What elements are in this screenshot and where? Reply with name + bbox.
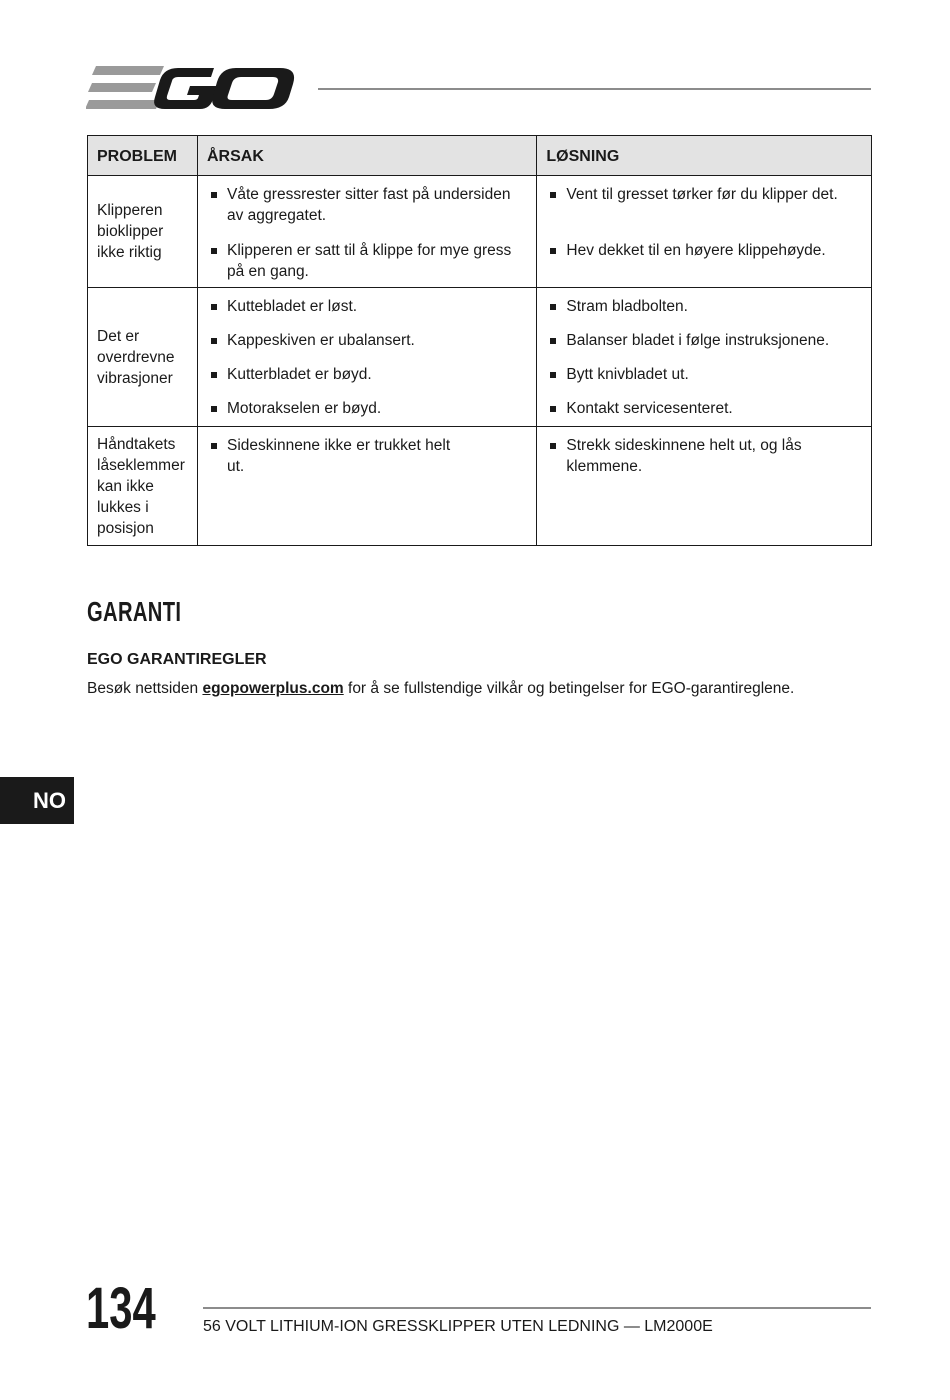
problem-cell bbox=[88, 427, 198, 546]
warranty-subtitle: EGO GARANTIREGLER bbox=[87, 651, 267, 668]
problem-text: Klipperen bioklipper ikke riktig bbox=[97, 202, 164, 261]
warranty-text-before: Besøk nettsiden bbox=[87, 680, 203, 697]
ego-logo bbox=[86, 64, 298, 112]
section-title: GARANTI bbox=[87, 596, 182, 627]
list-item: Bytt knivbladet ut. bbox=[549, 364, 859, 385]
table-row bbox=[88, 288, 872, 427]
table-row bbox=[88, 176, 872, 288]
table-header-row bbox=[88, 136, 872, 176]
page-number: 134 bbox=[86, 1276, 156, 1341]
footer-title: 56 VOLT LITHIUM-ION GRESSKLIPPER UTEN LEDNING — LM2000E bbox=[203, 1318, 713, 1335]
list-item: Strekk sideskinnene helt ut, og lås klemmene. bbox=[549, 435, 814, 477]
list-item: Våte gressrester sitter fast på undersiden av aggregatet. bbox=[210, 184, 524, 226]
warranty-text-after: for å se fullstendige vilkår og betingelser for EGO-garantireglene. bbox=[343, 680, 795, 697]
problem-text: Det er overdrevne vibrasjoner bbox=[97, 327, 175, 387]
list-item: Balanser bladet i følge instruksjonene. bbox=[549, 330, 859, 351]
header-solution: LØSNING bbox=[537, 136, 872, 176]
warranty-text bbox=[87, 680, 794, 698]
cause-cell bbox=[197, 176, 536, 288]
problem-cell bbox=[88, 176, 198, 288]
header-problem: PROBLEM bbox=[88, 136, 198, 176]
header-rule bbox=[318, 88, 871, 90]
website-link[interactable]: egopowerplus.com bbox=[202, 680, 344, 697]
list-item: Kuttebladet er løst. bbox=[210, 296, 524, 317]
solution-cell bbox=[537, 427, 872, 546]
table-row bbox=[88, 427, 872, 546]
list-item: Stram bladbolten. bbox=[549, 296, 859, 317]
header-cause: ÅRSAK bbox=[197, 136, 536, 176]
problem-cell bbox=[88, 288, 198, 427]
problem-text: Håndtakets låseklemmer kan ikke lukkes i posisjon bbox=[97, 436, 185, 537]
list-item: Motorakselen er bøyd. bbox=[210, 398, 524, 419]
language-tab: NO bbox=[0, 777, 74, 824]
solution-cell bbox=[537, 288, 872, 427]
list-item: Hev dekket til en høyere klippehøyde. bbox=[549, 240, 859, 261]
list-item: Klipperen er satt til å klippe for mye gress på en gang. bbox=[210, 240, 524, 282]
cause-cell bbox=[197, 427, 536, 546]
list-item: Sideskinnene ikke er trukket helt ut. bbox=[210, 435, 465, 477]
list-item: Kappeskiven er ubalansert. bbox=[210, 330, 524, 351]
troubleshooting-table bbox=[87, 135, 872, 546]
cause-cell bbox=[197, 288, 536, 427]
list-item: Kutterbladet er bøyd. bbox=[210, 364, 524, 385]
solution-cell bbox=[537, 176, 872, 288]
footer-rule bbox=[203, 1307, 871, 1309]
list-item: Vent til gresset tørker før du klipper det. bbox=[549, 184, 859, 205]
list-item: Kontakt servicesenteret. bbox=[549, 398, 859, 419]
